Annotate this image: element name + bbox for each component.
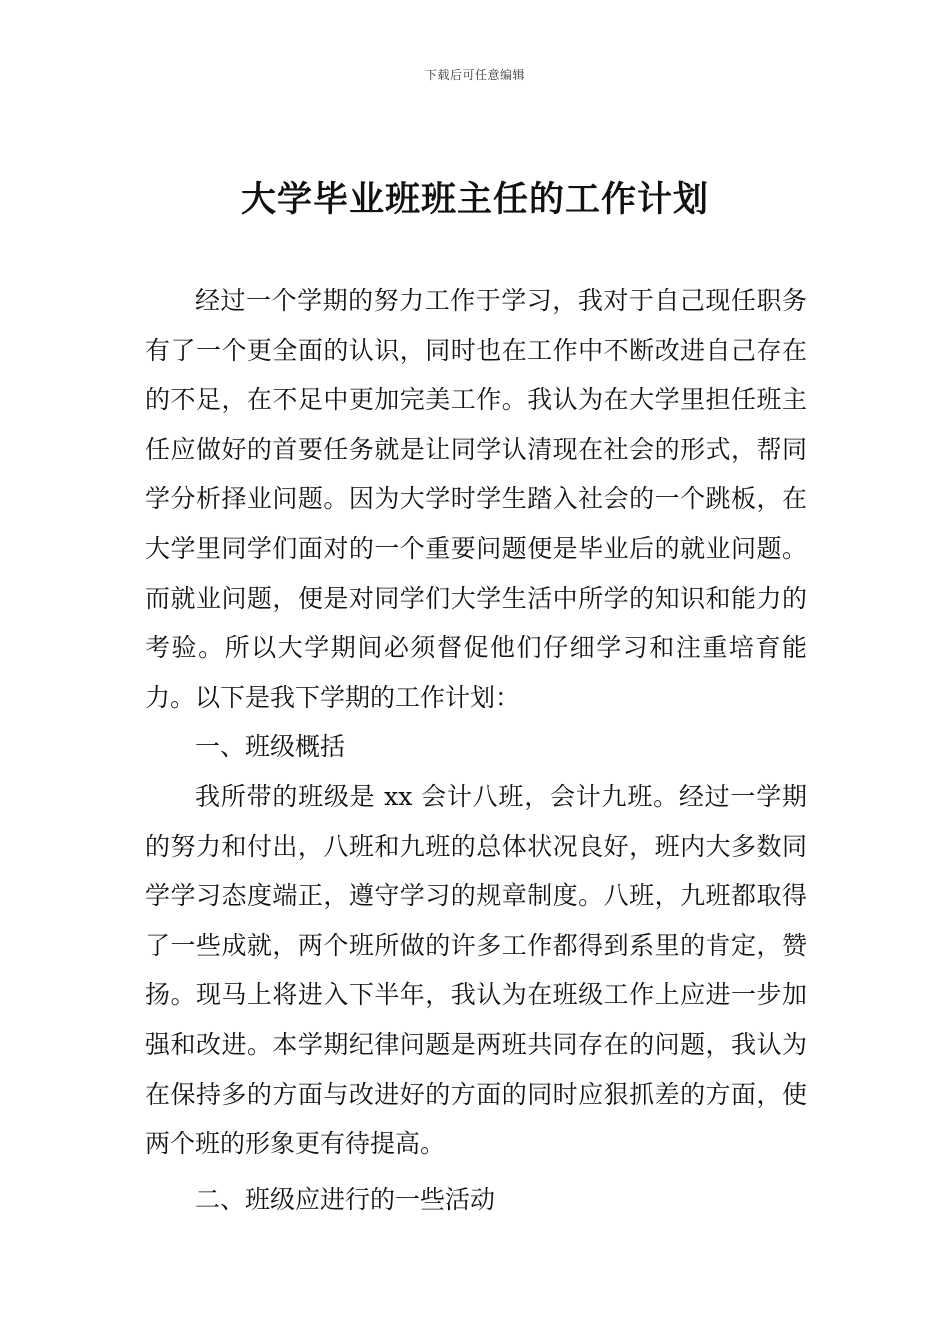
- document-title: 大学毕业班班主任的工作计划: [240, 180, 709, 220]
- section-1-paragraph: 我所带的班级是 xx 会计八班，会计九班。经过一学期的努力和付出，八班和九班的总体状况良好，班内大多数同学学习态度端正，遵守学习的规章制度。八班，九班都取得了一些成就，两个班所做的许多工作都得到系里的肯定，赞扬。现马上将进入下半年，我认为在班级工作上应进一步加强和改进。本学期纪律问题是两班共同存在的问题，我认为在保持多的方面与改进好的方面的同时应狠抓差的方面，使两个班的形象更有待提高。: [145, 781, 807, 1159]
- header-note: 下载后可任意编辑: [424, 68, 525, 82]
- section-heading-1: 一、班级概括: [195, 732, 346, 762]
- section-heading-2: 二、班级应进行的一些活动: [195, 1184, 496, 1214]
- intro-paragraph: 经过一个学期的努力工作于学习，我对于自己现任职务有了一个更全面的认识，同时也在工作中不断改进自己存在的不足，在不足中更加完美工作。我认为在大学里担任班主任应做好的首要任务就是让同学认清现在社会的形式，帮同学分析择业问题。因为大学时学生踏入社会的一个跳板，在大学里同学们面对的一个重要问题便是毕业后的就业问题。而就业问题，便是对同学们大学生活中所学的知识和能力的考验。所以大学期间必须督促他们仔细学习和注重培育能力。以下是我下学期的工作计划：: [145, 286, 807, 712]
- document-body: [145, 276, 807, 1224]
